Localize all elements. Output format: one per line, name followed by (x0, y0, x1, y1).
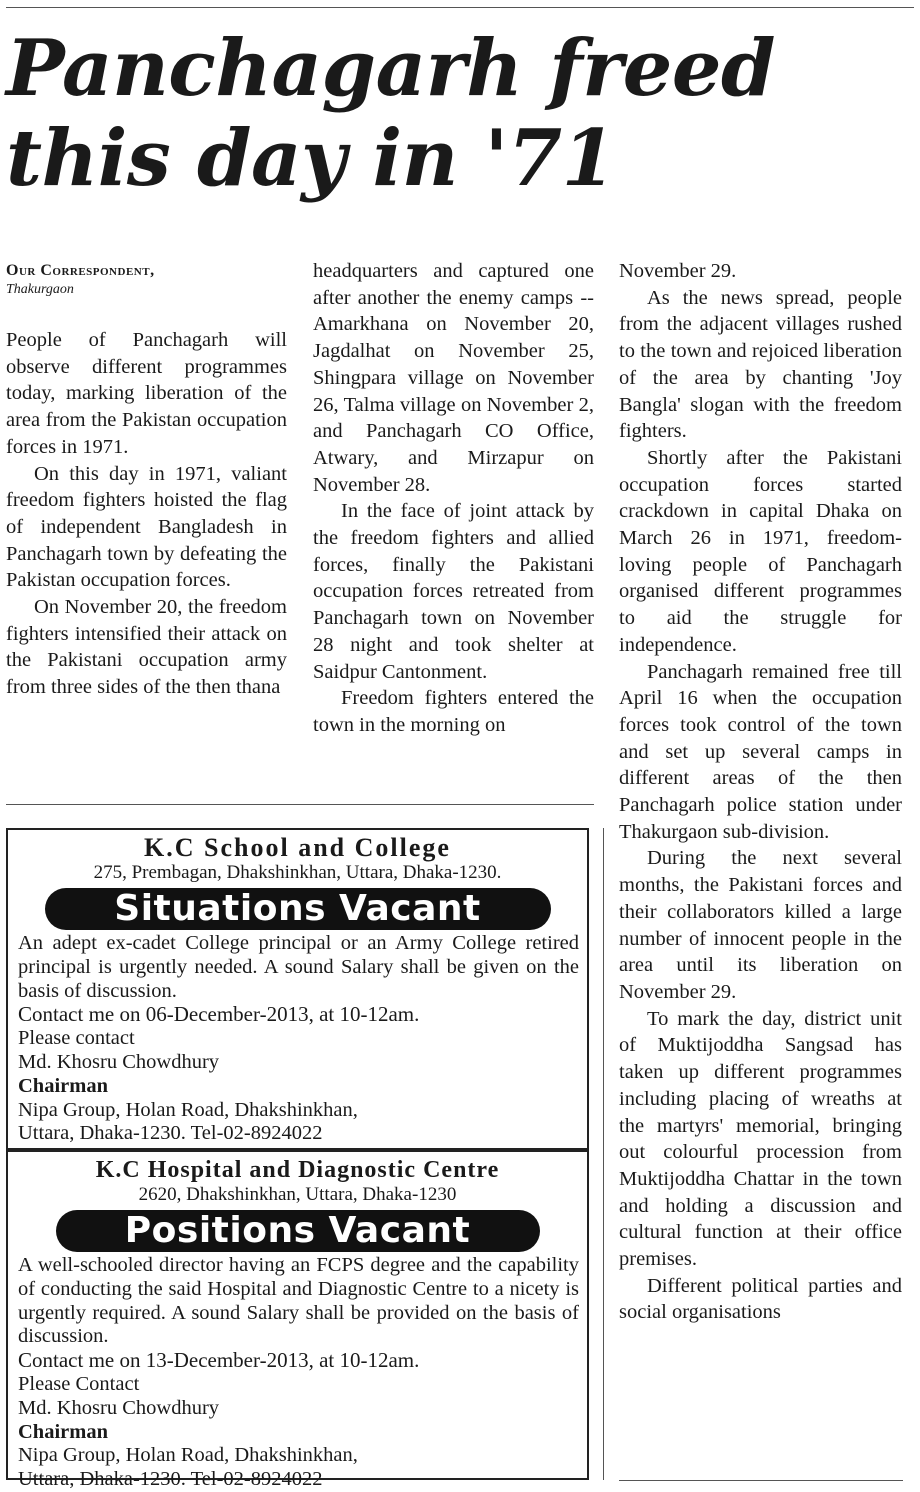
paragraph: In the face of joint attack by the freedom fighters and allied forces, finally the Pakistani occupation forces retreated from Panchagarh town on November 28 night and took shelter at Saidpur Cantonment. (313, 500, 594, 683)
article-column-3 (619, 258, 902, 1326)
ad-contact-line: Contact me on 06-December-2013, at 10-12am. (18, 1002, 420, 1027)
ad-org-line1: Nipa Group, Holan Road, Dhakshinkhan, (18, 1098, 358, 1121)
ad-banner: Positions Vacant (56, 1210, 540, 1252)
byline (6, 262, 155, 298)
byline-name: Our Correspondent, (6, 262, 155, 279)
column-rule (603, 828, 604, 1480)
bottom-left-rule (6, 804, 594, 805)
ad-please-contact: Please contact (18, 1027, 135, 1050)
ad-please-contact: Please Contact (18, 1372, 140, 1395)
ad-address: 275, Prembagan, Dhakshinkhan, Uttara, Dhaka-1230. (93, 862, 502, 883)
paragraph: Shortly after the Pakistani occupation forces started crackdown in capital Dhaka on March 26 in 1971, freedom-loving people of Panchagarh organised different programmes to aid the struggle for independence. (619, 446, 902, 656)
ad-title: K.C School and College (144, 833, 451, 862)
paragraph: Freedom fighters entered the town in the morning on (313, 687, 594, 736)
article-column-1 (6, 327, 287, 701)
ad-role: Chairman (18, 1420, 108, 1443)
job-ad-hospital (6, 1150, 589, 1491)
job-ad-school (6, 828, 589, 1150)
ad-description: A well-schooled director having an FCPS degree and the capability of conducting the said Hospital and Diagnostic Centre to a nicety is urgently required. A sound Salary shall be provided on the basis of discussion. (18, 1254, 579, 1348)
paragraph: During the next several months, the Pakistani forces and their collaborators killed a large number of innocent people in the area until its liberation on November 29. (619, 847, 902, 1003)
ad-body (8, 932, 587, 1146)
paragraph: November 29. (619, 260, 737, 282)
paragraph: Panchagarh remained free till April 16 when the occupation forces took control of the town and set up several camps in different areas of the then Panchagarh police station under Thakurgaon sub-division. (619, 660, 902, 843)
ad-contact-line: Contact me on 13-December-2013, at 10-12am. (18, 1348, 420, 1373)
article-column-2 (313, 258, 594, 739)
paragraph: On November 20, the freedom fighters intensified their attack on the Pakistani occupation army from three sides of the then thana (6, 596, 287, 699)
ad-org-line2: Uttara, Dhaka-1230. Tel-02-8924022 (18, 1122, 323, 1145)
paragraph: On this day in 1971, valiant freedom fighters hoisted the flag of independent Bangladesh in Panchagarh town by defeating the Pakistan occupation forces. (6, 462, 287, 592)
ad-person: Md. Khosru Chowdhury (18, 1050, 220, 1073)
bottom-right-rule (619, 1480, 903, 1481)
paragraph: As the news spread, people from the adjacent villages rushed to the town and rejoiced liberation of the area by chanting 'Joy Bangla' slogan with the freedom fighters. (619, 286, 902, 443)
paragraph: To mark the day, district unit of Muktijoddha Sangsad has taken up different programmes including placing of wreaths at the martyrs' memorial, bringing out colourful procession from Muktijoddha Chattar in the town and holding a discussion and cultural function at their office premises. (619, 1007, 902, 1271)
ad-description: An adept ex-cadet College principal or an Army College retired principal is urgently needed. A sound Salary shall be given on the basis of discussion. (18, 932, 579, 1002)
byline-place: Thakurgaon (6, 282, 74, 297)
paragraph: People of Panchagarh will observe different programmes today, marking liberation of the area from the Pakistan occupation forces in 1971. (6, 329, 287, 458)
ad-person: Md. Khosru Chowdhury (18, 1396, 220, 1419)
ad-org-line1: Nipa Group, Holan Road, Dhakshinkhan, (18, 1444, 358, 1467)
paragraph: headquarters and captured one after another the enemy camps -- Amarkhana on November 20, Jagdalhat on November 25, Shingpara village on November 26, Talma village on November 2, and Panchagarh CO Office, Atwary, and Mirzapur on November 28. (313, 260, 594, 496)
ad-address: 2620, Dhakshinkhan, Uttara, Dhaka-1230 (138, 1184, 457, 1205)
ad-body (8, 1254, 587, 1492)
paragraph: Different political parties and social organisations (619, 1274, 902, 1324)
ad-title: K.C Hospital and Diagnostic Centre (95, 1157, 500, 1183)
ad-banner: Situations Vacant (45, 888, 551, 930)
ad-role: Chairman (18, 1074, 108, 1097)
top-rule (6, 7, 914, 8)
headline: Panchagarh freed this day in '71 (6, 23, 776, 204)
ad-org-line2: Uttara, Dhaka-1230. Tel-02-8924022 (18, 1468, 323, 1491)
